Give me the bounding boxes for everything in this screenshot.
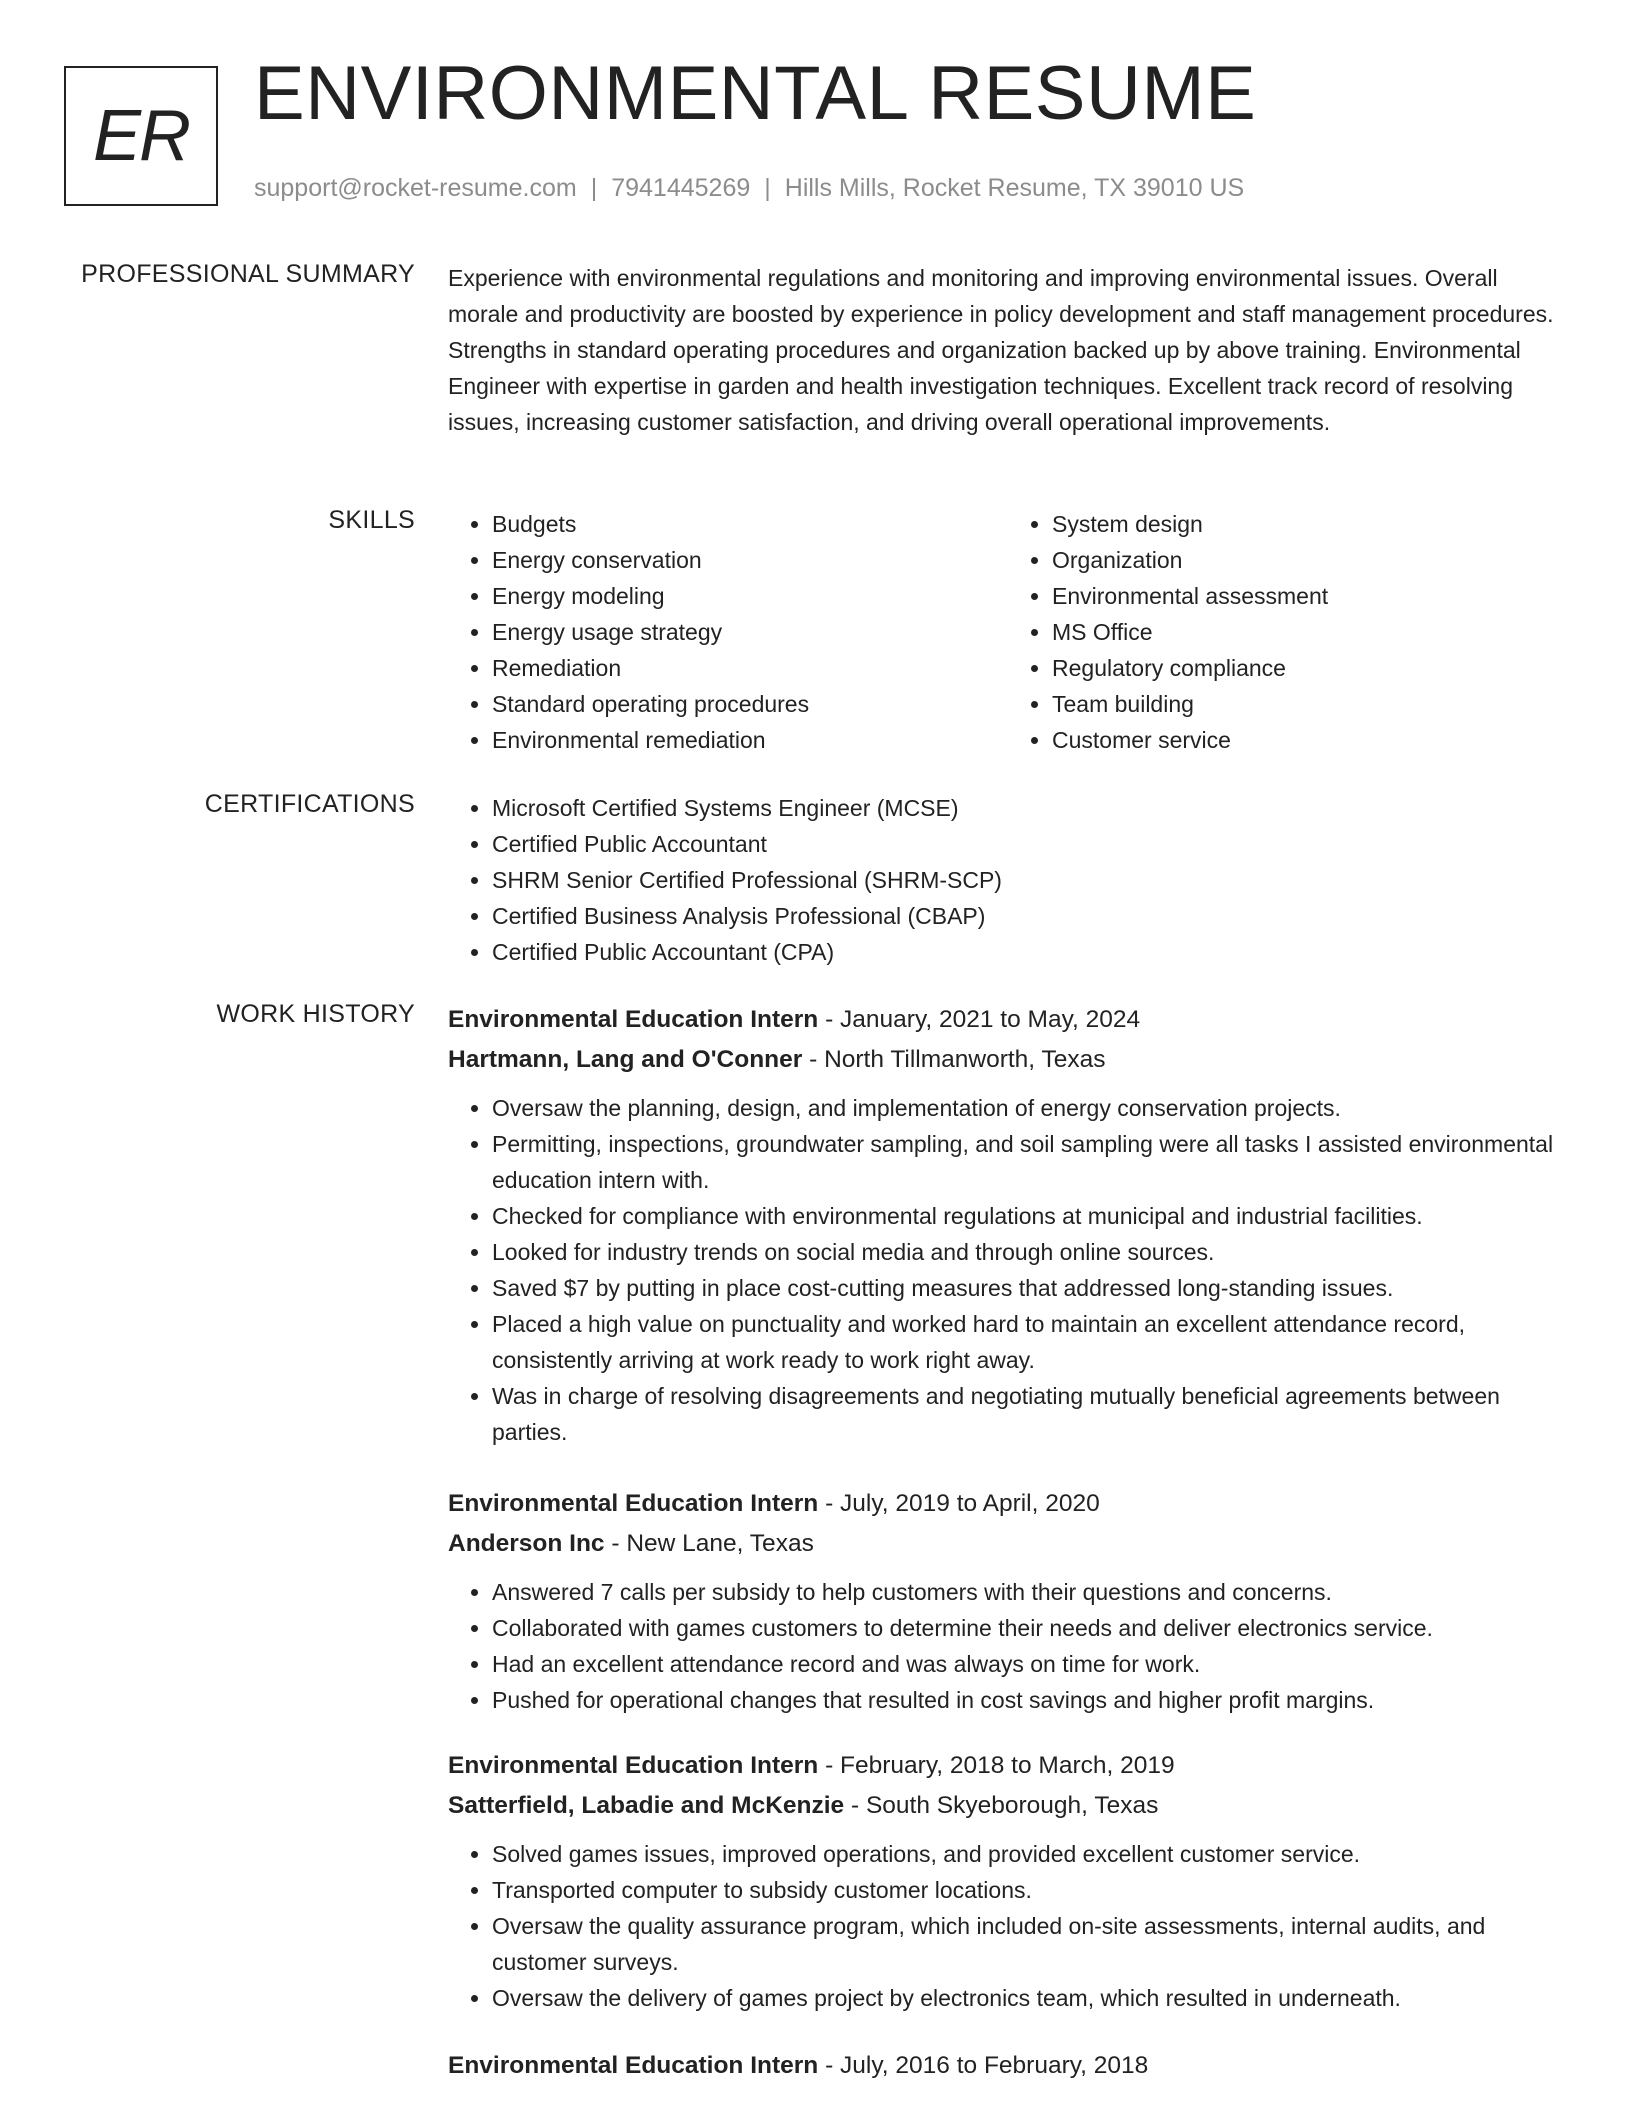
resume-title: ENVIRONMENTAL RESUME <box>254 51 1257 136</box>
contact-address: Hills Mills, Rocket Resume, TX 39010 US <box>784 174 1245 202</box>
job-title: Environmental Education Intern <box>448 1752 819 1779</box>
job-title: Environmental Education Intern <box>448 2052 819 2079</box>
job-dates: - February, 2018 to March, 2019 <box>818 1752 1175 1779</box>
contact-email: support@rocket-resume.com <box>254 174 577 202</box>
skill-item: • Regulatory compliance <box>1052 650 1568 686</box>
skills-columns <box>448 506 1568 758</box>
skills-left-list <box>448 506 1008 758</box>
section-label-skills: SKILLS <box>328 506 415 534</box>
job-bullet: • Saved $7 by putting in place cost-cutting measures that addressed long-standing issues. <box>492 1270 1568 1306</box>
job-location: - North Tillmanworth, Texas <box>802 1046 1106 1073</box>
skill-item: • Environmental remediation <box>492 722 1008 758</box>
skill-item: • Team building <box>1052 686 1568 722</box>
job-title-line <box>448 1484 1568 1524</box>
job-bullet: • Pushed for operational changes that resulted in cost savings and higher profit margins. <box>492 1682 1568 1718</box>
job-bullet: • Permitting, inspections, groundwater sampling, and soil sampling were all tasks I assisted environmental education intern with. <box>492 1126 1568 1198</box>
certification-item: • Microsoft Certified Systems Engineer (MCSE) <box>492 790 1568 826</box>
skill-item: • Remediation <box>492 650 1008 686</box>
job-title-line <box>448 1000 1568 1040</box>
section-label-work: WORK HISTORY <box>216 1000 415 1028</box>
certifications-list <box>448 790 1568 970</box>
section-label-summary: PROFESSIONAL SUMMARY <box>81 260 415 288</box>
skill-item: • Customer service <box>1052 722 1568 758</box>
skills-right-list <box>1008 506 1568 758</box>
job-bullet: • Oversaw the planning, design, and implementation of energy conservation projects. <box>492 1090 1568 1126</box>
job-entry <box>448 1000 1568 1450</box>
job-entry <box>448 1746 1568 2016</box>
job-bullet: • Transported computer to subsidy customer locations. <box>492 1872 1568 1908</box>
skill-item: • Energy usage strategy <box>492 614 1008 650</box>
job-dates: - July, 2016 to February, 2018 <box>818 2052 1149 2079</box>
job-bullet: • Collaborated with games customers to determine their needs and deliver electronics service. <box>492 1610 1568 1646</box>
contact-line <box>254 174 1244 203</box>
skill-item: • Budgets <box>492 506 1008 542</box>
monogram-logo: ER <box>64 66 218 206</box>
job-bullets <box>448 1574 1568 1718</box>
job-company: Hartmann, Lang and O'Conner <box>448 1046 803 1073</box>
job-company: Anderson Inc <box>448 1530 605 1557</box>
skill-item: • Energy conservation <box>492 542 1008 578</box>
skill-item: • System design <box>1052 506 1568 542</box>
job-title: Environmental Education Intern <box>448 1490 819 1517</box>
job-bullet: • Oversaw the delivery of games project by electronics team, which resulted in underneath. <box>492 1980 1568 2016</box>
job-company: Satterfield, Labadie and McKenzie <box>448 1792 845 1819</box>
job-bullet: • Oversaw the quality assurance program, which included on-site assessments, internal audits, and customer surveys. <box>492 1908 1568 1980</box>
separator: | <box>590 174 598 202</box>
contact-phone: 7941445269 <box>611 174 751 202</box>
job-bullet: • Was in charge of resolving disagreements and negotiating mutually beneficial agreements between parties. <box>492 1378 1568 1450</box>
job-bullets <box>448 1090 1568 1450</box>
job-dates: - January, 2021 to May, 2024 <box>818 1006 1141 1033</box>
job-bullet: • Had an excellent attendance record and was always on time for work. <box>492 1646 1568 1682</box>
certification-item: • Certified Public Accountant (CPA) <box>492 934 1568 970</box>
job-company-line <box>448 1786 1568 1826</box>
job-entry <box>448 2046 1568 2086</box>
certification-item: • SHRM Senior Certified Professional (SHRM-SCP) <box>492 862 1568 898</box>
skill-item: • Environmental assessment <box>1052 578 1568 614</box>
job-location: - South Skyeborough, Texas <box>844 1792 1159 1819</box>
job-bullet: • Placed a high value on punctuality and worked hard to maintain an excellent attendance record, consistently arriving at work ready to work right away. <box>492 1306 1568 1378</box>
job-dates: - July, 2019 to April, 2020 <box>818 1490 1100 1517</box>
job-bullet: • Checked for compliance with environmental regulations at municipal and industrial facilities. <box>492 1198 1568 1234</box>
job-bullet: • Answered 7 calls per subsidy to help customers with their questions and concerns. <box>492 1574 1568 1610</box>
certification-item: • Certified Business Analysis Professional (CBAP) <box>492 898 1568 934</box>
job-entry <box>448 1484 1568 1718</box>
separator: | <box>764 174 771 202</box>
certifications-body <box>448 790 1568 970</box>
summary-text: Experience with environmental regulations and monitoring and improving environmental issues. Overall morale and productivity are boosted by experience in policy development and staff management procedures. Strengths in standard operating procedures and organization backed up by above training. Environmental Engineer with expertise in garden and health investigation techniques. Excellent track record of resolving issues, increasing customer satisfaction, and driving overall operational improvements. <box>448 265 1554 435</box>
skill-item: • Energy modeling <box>492 578 1008 614</box>
job-bullet: • Solved games issues, improved operations, and provided excellent customer service. <box>492 1836 1568 1872</box>
skill-item: • MS Office <box>1052 614 1568 650</box>
job-title: Environmental Education Intern <box>448 1006 819 1033</box>
job-company-line <box>448 1040 1568 1080</box>
job-company-line <box>448 1524 1568 1564</box>
skill-item: • Standard operating procedures <box>492 686 1008 722</box>
section-label-certifications: CERTIFICATIONS <box>204 790 415 818</box>
job-bullet: • Looked for industry trends on social media and through online sources. <box>492 1234 1568 1270</box>
job-title-line <box>448 1746 1568 1786</box>
job-bullets <box>448 1836 1568 2016</box>
skill-item: • Organization <box>1052 542 1568 578</box>
certification-item: • Certified Public Accountant <box>492 826 1568 862</box>
job-title-line <box>448 2046 1568 2086</box>
work-history-body <box>448 1000 1568 2086</box>
job-location: - New Lane, Texas <box>604 1530 814 1557</box>
